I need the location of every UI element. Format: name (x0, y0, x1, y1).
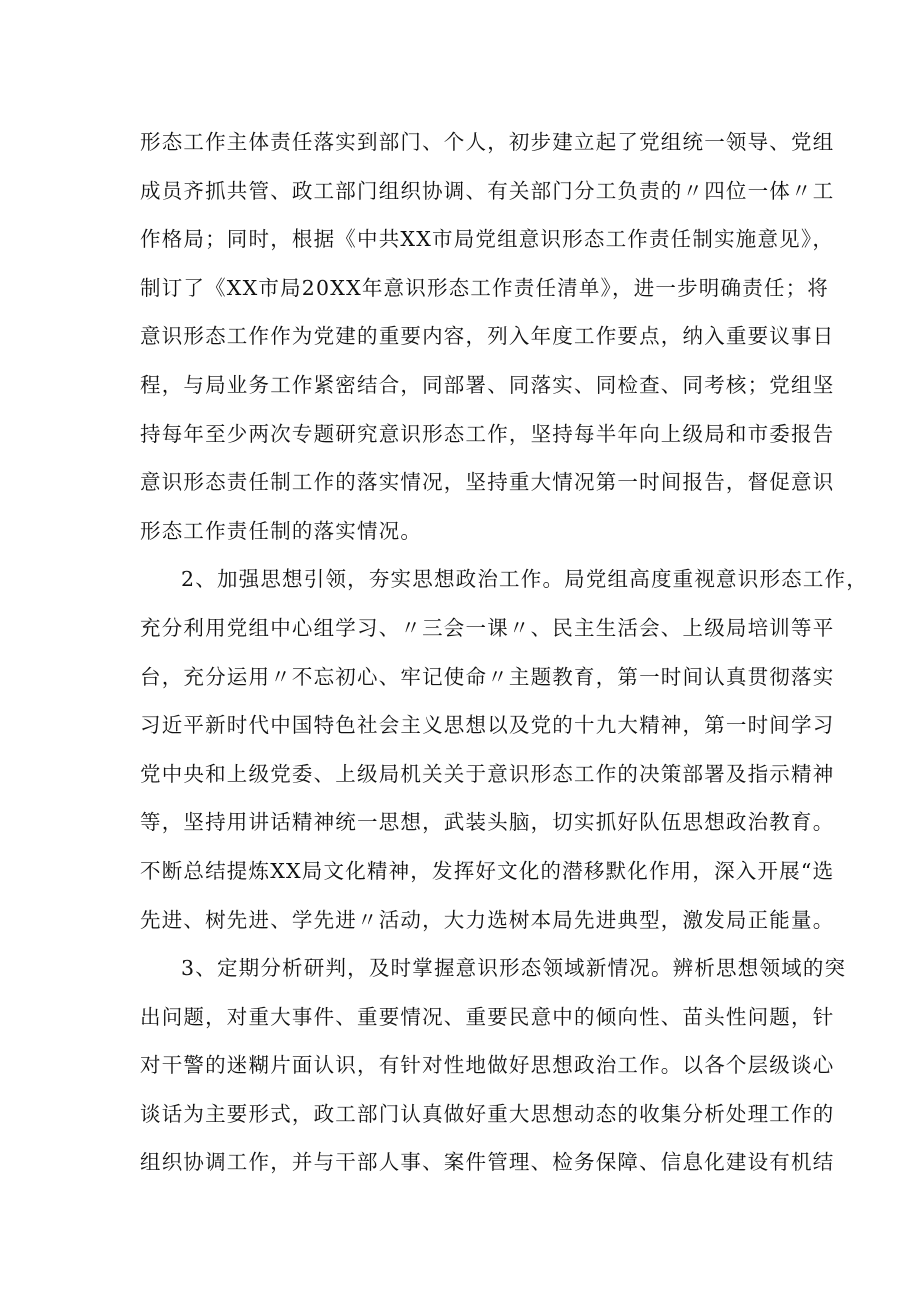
text-line: 成员齐抓共管、政工部门组织协调、有关部门分工负责的〃四位一体〃工 (140, 178, 835, 203)
text-line: 先进、树先进、学先进〃活动，大力选树本局先进典型，激发局正能量。 (140, 907, 835, 932)
text-line: 对干警的迷糊片面认识，有针对性地做好思想政治工作。以各个层级谈心 (140, 1053, 835, 1078)
text-line: 等，坚持用讲话精神统一思想，武装头脑，切实抓好队伍思想政治教育。 (140, 810, 835, 835)
text-line: 制订了《XX市局20XX年意识形态工作责任清单》，进一步明确责任；将 (140, 275, 830, 300)
text-line: 出问题，对重大事件、重要情况、重要民意中的倾向性、苗头性问题，针 (140, 1004, 835, 1029)
text-line: 形态工作主体责任落实到部门、个人，初步建立起了党组统一领导、党组 (140, 130, 835, 154)
text-line: 习近平新时代中国特色社会主义思想以及党的十九大精神，第一时间学习 (140, 713, 835, 738)
text-line: 意识形态责任制工作的落实情况，坚持重大情况第一时间报告，督促意识 (140, 470, 835, 495)
text-line: 台，充分运用〃不忘初心、牢记使命〃主题教育，第一时间认真贯彻落实 (140, 664, 835, 689)
text-line: 持每年至少两次专题研究意识形态工作，坚持每半年向上级局和市委报告 (140, 421, 835, 446)
document-body (140, 118, 868, 1187)
paragraph-heading-line: 2、加强思想引领，夯实思想政治工作。局党组高度重视意识形态工作， (181, 567, 868, 592)
text-line: 谈话为主要形式，政工部门认真做好重大思想动态的收集分析处理工作的 (140, 1101, 835, 1126)
paragraph-heading-line: 3、定期分析研判，及时掌握意识形态领域新情况。辨析思想领域的突 (181, 956, 847, 981)
text-line: 意识形态工作作为党建的重要内容，列入年度工作要点，纳入重要议事日 (140, 324, 835, 349)
text-line: 作格局；同时，根据《中共XX市局党组意识形态工作责任制实施意见》， (140, 227, 835, 252)
text-line: 组织协调工作，并与干部人事、案件管理、检务保障、信息化建设有机结 (140, 1150, 835, 1175)
text-line: 程，与局业务工作紧密结合，同部署、同落实、同检查、同考核；党组坚 (140, 372, 835, 397)
text-line: 党中央和上级党委、上级局机关关于意识形态工作的决策部署及指示精神 (140, 761, 835, 786)
text-line: 形态工作责任制的落实情况。 (140, 518, 423, 543)
text-line: 不断总结提炼XX局文化精神，发挥好文化的潜移默化作用，深入开展“选 (140, 858, 835, 883)
text-line: 充分利用党组中心组学习、〃三会一课〃、民主生活会、上级局培训等平 (140, 615, 835, 640)
